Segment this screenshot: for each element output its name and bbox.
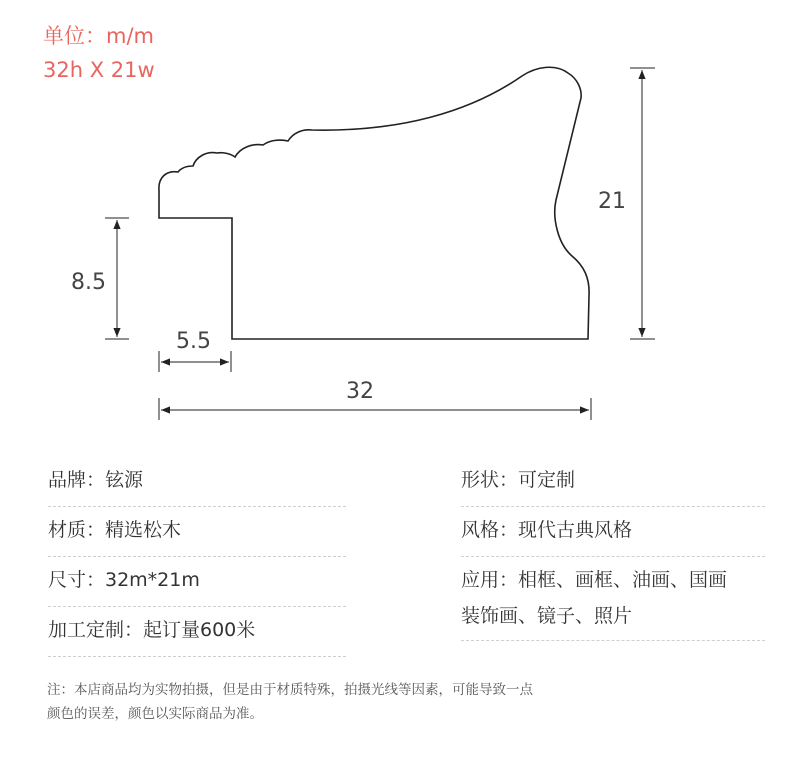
divider	[48, 656, 346, 657]
spec-usage-continued: 装饰画、镜子、照片	[461, 605, 633, 627]
divider	[461, 556, 765, 557]
divider	[48, 606, 346, 607]
molding-profile-outline	[159, 67, 589, 339]
divider	[48, 556, 346, 557]
spec-usage: 应用：相框、画框、油画、国画	[461, 569, 728, 591]
rebate-depth-dimension	[71, 218, 129, 339]
width-dimension-label: 32	[346, 379, 374, 404]
divider	[461, 506, 765, 507]
spec-material: 材质：精选松木	[48, 519, 182, 541]
spec-style: 风格：现代古典风格	[461, 519, 633, 541]
spec-brand: 品牌：铉源	[48, 469, 144, 491]
divider	[461, 640, 765, 641]
rebate-width-dimension	[159, 329, 231, 372]
rebate-depth-label: 8.5	[71, 270, 106, 295]
height-dimension	[598, 68, 655, 339]
spec-shape: 形状：可定制	[461, 469, 576, 491]
divider	[48, 506, 346, 507]
disclaimer-line-1: 注：本店商品均为实物拍摄，但是由于材质特殊，拍摄光线等因素，可能导致一点	[47, 682, 533, 698]
spec-custom: 加工定制：起订量600米	[48, 619, 256, 641]
width-dimension	[159, 379, 591, 420]
disclaimer-line-2: 颜色的误差，颜色以实际商品为准。	[47, 706, 263, 722]
height-dimension-label: 21	[598, 189, 626, 214]
rebate-width-label: 5.5	[176, 329, 211, 354]
unit-label: 单位：m/m	[43, 24, 154, 48]
size-label: 32h X 21w	[43, 58, 155, 82]
spec-size: 尺寸：32m*21m	[48, 569, 200, 591]
